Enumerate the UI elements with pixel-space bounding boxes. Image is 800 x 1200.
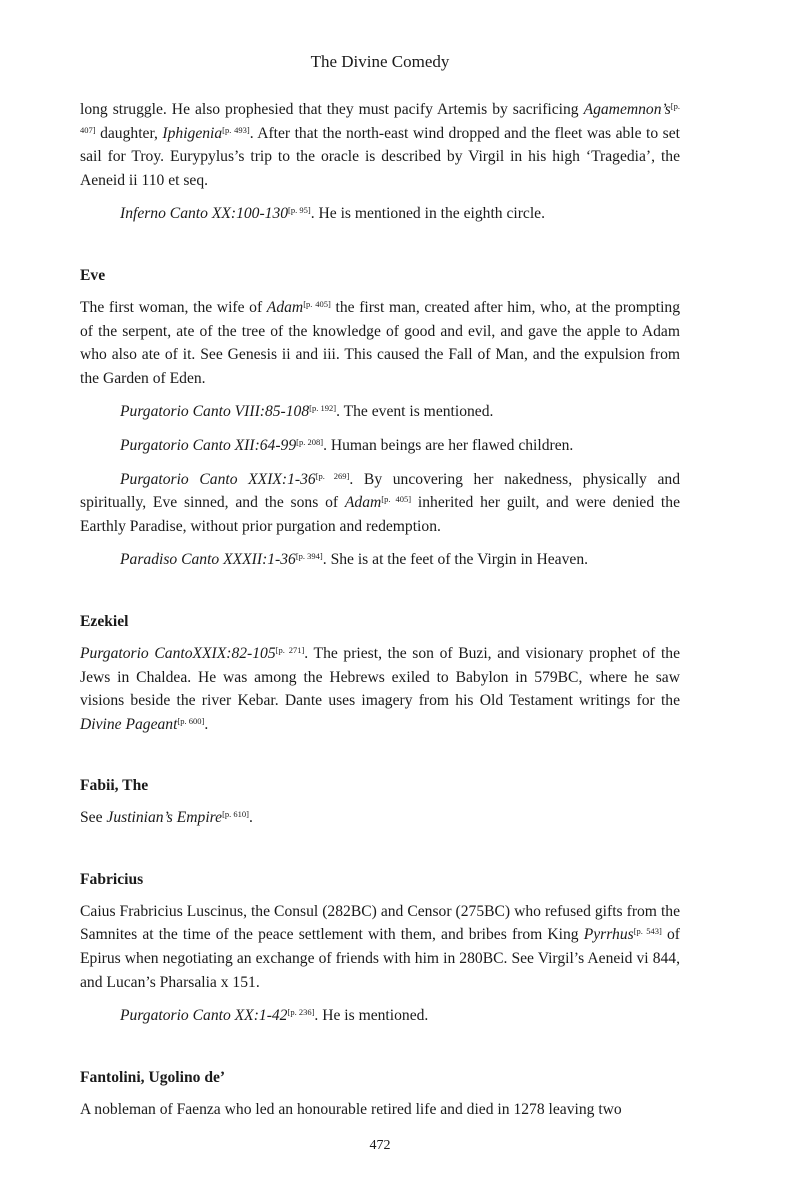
text-segment: of Epirus when negotiating an exchange of friends with him in 280BC. See Virgil’s Aeneid vi 844, and Lucan’s Pharsalia x 151. xyxy=(80,926,680,991)
page-ref[interactable]: [p. 95] xyxy=(288,205,311,216)
text-segment: . Human beings are her flawed children. xyxy=(323,436,574,454)
page-ref[interactable]: [p. 493] xyxy=(222,124,250,135)
citation-paragraph xyxy=(80,434,680,458)
page-ref[interactable]: [p. 405] xyxy=(303,298,331,309)
page-ref[interactable]: [p. 192] xyxy=(309,403,337,414)
page-ref[interactable]: [p. 543] xyxy=(633,926,662,937)
text-segment: . The event is mentioned. xyxy=(336,403,494,421)
page-content xyxy=(80,98,680,1121)
citation-link[interactable]: Purgatorio Canto XXIX:1-36 xyxy=(120,470,316,488)
citation-link[interactable]: Purgatorio Canto XX:1-42 xyxy=(120,1007,288,1025)
entry-body-fabii xyxy=(80,806,680,830)
link-divine-pageant[interactable]: Divine Pageant xyxy=(80,715,178,733)
entry-body-fantolini: A nobleman of Faenza who led an honourable retired life and died in 1278 leaving two xyxy=(80,1100,622,1118)
entry-heading-ezekiel: Ezekiel xyxy=(80,612,129,630)
entry-heading-eve: Eve xyxy=(80,266,106,284)
continuation-paragraph xyxy=(80,98,680,192)
text-segment: . xyxy=(249,809,253,827)
entry-heading-fantolini: Fantolini, Ugolino de’ xyxy=(80,1068,226,1086)
text-segment: . He is mentioned. xyxy=(314,1007,429,1025)
page-number: 472 xyxy=(369,1138,391,1153)
entry-heading-fabii: Fabii, The xyxy=(80,777,149,795)
citation-link[interactable]: Purgatorio Canto VIII:85-108 xyxy=(120,403,310,421)
citation-paragraph xyxy=(80,400,680,424)
text-segment: . The priest, the son of Buzi, and visionary prophet of the Jews in Chaldea. He was among the Hebrews exiled to Babylon in 579BC, where he saw visions beside the river Kebar. Dante uses imagery from his Old Testament writings for the xyxy=(80,644,680,710)
page-ref[interactable]: [p. 271] xyxy=(275,644,305,655)
page-ref[interactable]: [p. 236] xyxy=(287,1007,315,1018)
text-segment: inherited her guilt, and were denied the Earthly Paradise, without prior purgation and redemption. xyxy=(80,494,680,535)
page-ref[interactable]: [p. 610] xyxy=(222,809,249,820)
citation-paragraph xyxy=(80,1004,680,1028)
text-segment: Caius Frabricius Luscinus, the Consul (282BC) and Censor (275BC) who refused gifts from the Samnites at the time of the peace settlement with them, and bribes from King xyxy=(80,902,680,944)
citation-paragraph xyxy=(80,202,680,226)
citation-link[interactable]: Paradiso Canto XXXII:1-36 xyxy=(120,551,296,569)
link-iphigenia[interactable]: Iphigenia xyxy=(162,124,223,142)
page-ref[interactable]: [p. 600] xyxy=(177,715,205,726)
text-segment: The first woman, the wife of xyxy=(80,298,267,316)
text-segment: . xyxy=(204,715,209,733)
entry-body-ezekiel xyxy=(80,642,680,736)
link-pyrrhus[interactable]: Pyrrhus xyxy=(583,926,634,944)
text-segment: . By uncovering her nakedness, physically and spiritually, Eve sinned, and the sons of xyxy=(80,470,680,512)
text-segment: daughter, xyxy=(95,124,163,142)
running-head: The Divine Comedy xyxy=(310,52,450,71)
citation-link[interactable]: Purgatorio CantoXXIX:82-105 xyxy=(80,644,276,662)
citation-link[interactable]: Purgatorio Canto XII:64-99 xyxy=(120,436,297,454)
link-agamemnon[interactable]: Agamemnon’s xyxy=(583,101,671,118)
text-segment: . She is at the feet of the Virgin in Heaven. xyxy=(322,551,589,569)
citation-link[interactable]: Inferno Canto XX:100-130 xyxy=(120,205,289,223)
link-adam[interactable]: Adam xyxy=(344,494,382,512)
page-ref[interactable]: [p. 208] xyxy=(296,436,324,447)
text-segment: the first man, created after him, who, at the prompting of the serpent, ate of the tree of the knowledge of good and evil, and gave the apple to Adam who also ate of it. See Genesis ii and iii. This caused the Fall of Man, and the expulsion from the Garden of Eden. xyxy=(80,298,680,387)
document-page xyxy=(80,0,680,1200)
entry-body-fabricius xyxy=(80,900,680,994)
link-justinians-empire[interactable]: Justinian’s Empire xyxy=(106,809,223,827)
text-segment: . He is mentioned in the eighth circle. xyxy=(310,205,545,223)
link-adam[interactable]: Adam xyxy=(266,298,304,316)
page-ref[interactable]: [p. 269] xyxy=(315,470,350,481)
page-ref[interactable]: [p. 405] xyxy=(381,494,412,505)
text-segment: See xyxy=(80,809,107,827)
entry-heading-fabricius: Fabricius xyxy=(80,870,144,888)
page-ref[interactable]: [p. 394] xyxy=(295,551,323,562)
entry-body-eve xyxy=(80,296,680,390)
citation-paragraph xyxy=(80,468,680,539)
page-ref[interactable]: [p. 407] xyxy=(80,101,680,135)
text-segment: . After that the north-east wind dropped and the fleet was able to set sail for Troy. Eurypylus’s trip to the oracle is described by Virgil in his high ‘Tragedia’, the Aeneid ii 110 et seq. xyxy=(80,124,680,189)
text-segment: long struggle. He also prophesied that they must pacify Artemis by sacrificing xyxy=(80,101,584,118)
citation-paragraph xyxy=(80,548,680,572)
